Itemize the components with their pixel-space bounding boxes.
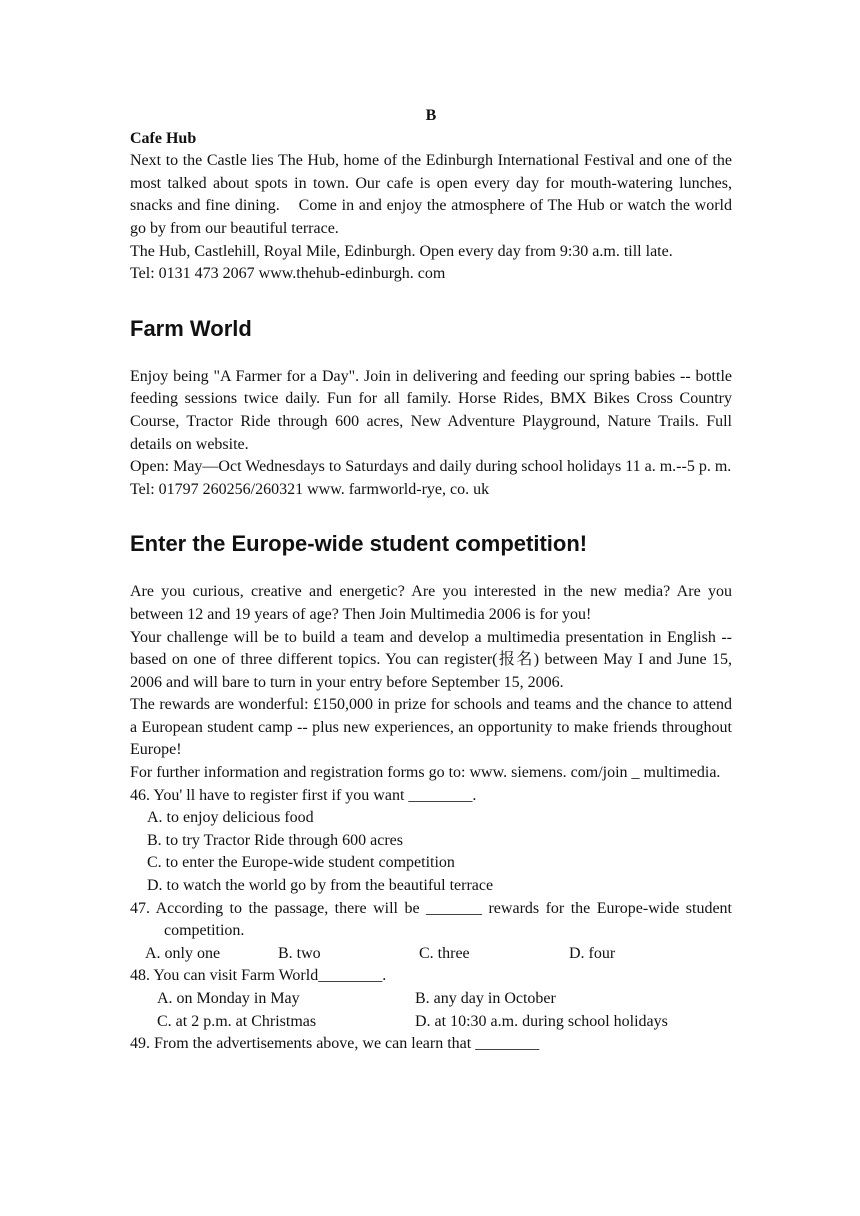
question-46-stem: 46. You' ll have to register first if you want ________.	[130, 786, 477, 804]
question-48-option-b: B. any day in October	[415, 990, 556, 1007]
question-48-option-c: C. at 2 p.m. at Christmas	[157, 1012, 317, 1030]
question-47-options	[130, 943, 732, 966]
cafe-body: Next to the Castle lies The Hub, home of the Edinburgh International Festival and one of the most talked about spots in town. Our cafe is open every day for mouth-watering lunches, snacks and fine dining. Come in and enjoy the atmosphere of The Hub or watch the world go by from our beautiful terrace.	[130, 152, 732, 237]
question-49-stem: 49. From the advertisements above, we can learn that ________	[130, 1035, 540, 1053]
question-47-stem: 47. According to the passage, there will be _______ rewards for the Europe-wide student competition.	[130, 899, 732, 940]
question-46-option-c: C. to enter the Europe-wide student competition	[147, 854, 455, 872]
question-47-option-b: B. two	[278, 944, 321, 962]
farm-body: Enjoy being "A Farmer for a Day". Join in delivering and feeding our spring babies -- bottle feeding sessions twice daily. Fun for all family. Horse Rides, BMX Bikes Cross Country Course, Tractor Ride through 600 acres, New Adventure Playground, Nature Trails. Full details on website.	[130, 367, 732, 453]
cafe-address: The Hub, Castlehill, Royal Mile, Edinburgh. Open every day from 9:30 a.m. till late.	[130, 242, 673, 260]
question-48-options	[130, 988, 732, 1033]
document-page	[130, 105, 732, 1056]
competition-title: Enter the Europe-wide student competition!	[130, 531, 588, 557]
farm-open: Open: May—Oct Wednesdays to Saturdays and daily during school holidays 11 a. m.--5 p. m.	[130, 458, 732, 476]
farm-contact: Tel: 01797 260256/260321 www. farmworld-rye, co. uk	[130, 480, 490, 498]
cafe-title: Cafe Hub	[130, 129, 197, 147]
question-48-option-d: D. at 10:30 a.m. during school holidays	[415, 1012, 668, 1030]
competition-paragraph-4: For further information and registration forms go to: www. siemens. com/join _ multimedia.	[130, 764, 721, 782]
competition-paragraph-2: Your challenge will be to build a team and develop a multimedia presentation in English -- based on one of three different topics. You can register(报名) between May I and June 15, 2006 and will bare to turn in your entry before September 15, 2006.	[130, 628, 732, 691]
question-47-option-c: C. three	[419, 944, 470, 962]
question-48-option-a: A. on Monday in May	[157, 990, 300, 1007]
competition-paragraph-1: Are you curious, creative and energetic? Are you interested in the new media? Are you between 12 and 19 years of age? Then Join Multimedia 2006 is for you!	[130, 583, 732, 623]
cafe-contact: Tel: 0131 473 2067 www.thehub-edinburgh. com	[130, 265, 446, 283]
section-letter: B	[425, 107, 437, 124]
competition-paragraph-3: The rewards are wonderful: £150,000 in prize for schools and teams and the chance to attend a European student camp -- plus new experiences, an opportunity to make friends throughout Europe!	[130, 696, 732, 759]
question-46-option-d: D. to watch the world go by from the beautiful terrace	[147, 877, 494, 895]
farm-title: Farm World	[130, 315, 252, 341]
question-48-stem: 48. You can visit Farm World________.	[130, 967, 387, 985]
question-46-option-a: A. to enjoy delicious food	[147, 809, 314, 827]
question-47-option-d: D. four	[569, 944, 616, 962]
question-47-option-a: A. only one	[145, 944, 221, 962]
question-46-option-b: B. to try Tractor Ride through 600 acres	[147, 831, 403, 849]
